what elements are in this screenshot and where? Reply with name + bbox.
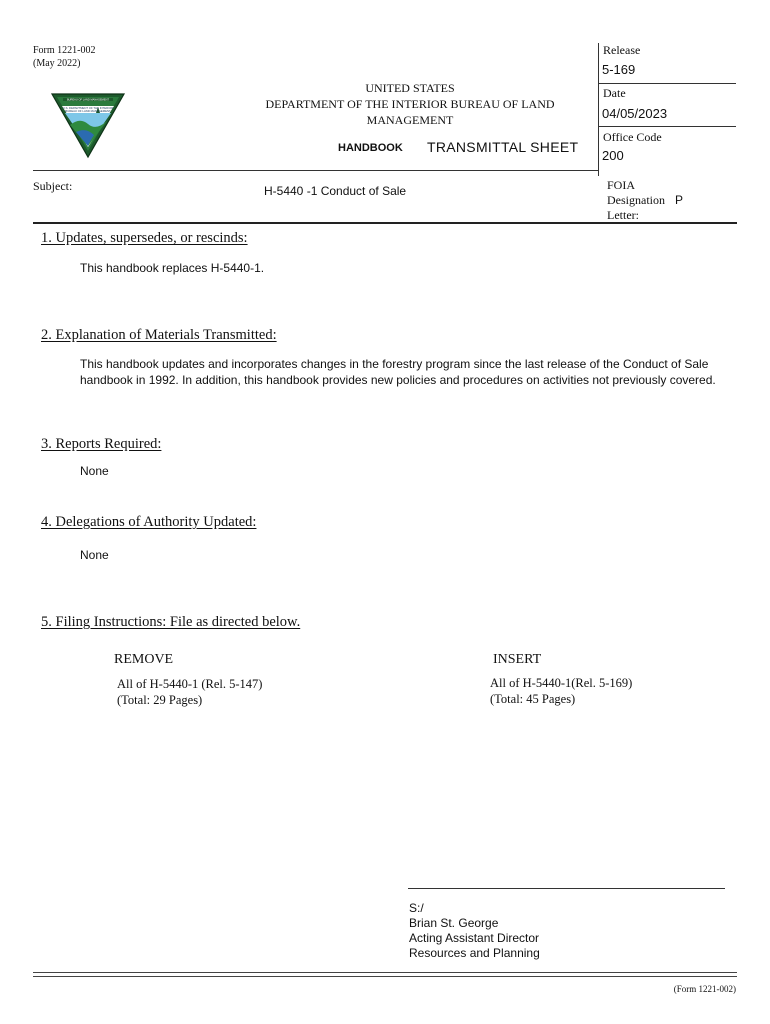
logo-top-text: BUREAU OF LAND MANAGEMENT [66,98,110,102]
subject-value: H-5440 -1 Conduct of Sale [264,184,407,198]
insert-heading: INSERT [493,652,542,667]
section-3-title [41,436,161,453]
section-4-body: None [80,548,109,562]
section-2-title-text: 2. Explanation of Materials Transmitted: [41,327,277,343]
office-code-value-text: 200 [602,148,624,163]
signer-name: Brian St. George [409,916,499,930]
form-number-line: Form 1221-002 [33,45,96,56]
section-1-title-text: 1. Updates, supersedes, or rescinds: [41,230,248,246]
footer-rule-bottom [33,976,737,977]
footer-rule-top [33,972,737,973]
footer-form-number: (Form 1221-002) [673,984,736,994]
insert-details [490,675,632,707]
foia-line-3: Letter: [607,208,639,222]
date-value [599,106,736,121]
signature-mark: S:/ [409,901,424,915]
section-3-title-text: 3. Reports Required: [41,436,162,452]
agency-header [250,80,570,128]
remove-line-1: All of H-5440-1 (Rel. 5-147) [117,677,263,691]
date-label-text: Date [603,86,626,100]
release-value [599,62,736,77]
insert-line-1: All of H-5440-1(Rel. 5-169) [490,676,633,690]
section-3-body: None [80,464,109,478]
subject-label: Subject: [33,179,73,193]
signer-title: Acting Assistant Director [409,931,540,945]
date-value-text: 04/05/2023 [602,106,668,121]
section-4-title [41,514,256,531]
logo-line-1: U.S. DEPARTMENT OF THE INTERIOR [62,106,114,110]
section-5-title-text: 5. Filing Instructions: File as directed below. [41,614,301,630]
office-code-value [599,148,736,163]
form-number [33,44,96,70]
foia-value: P [675,193,684,207]
blm-logo [50,91,126,159]
signature-block [409,901,540,960]
section-4-title-text: 4. Delegations of Authority Updated: [41,514,257,530]
release-label [599,43,736,58]
remove-line-2: (Total: 29 Pages) [117,693,203,707]
header-bottom-rule [33,170,599,171]
release-label-text: Release [603,43,641,57]
agency-line-1: UNITED STATES [365,81,455,95]
handbook-label: HANDBOOK [338,142,403,154]
transmittal-sheet-title: TRANSMITTAL SHEET [427,139,579,155]
section-1-body: This handbook replaces H-5440-1. [80,261,265,275]
section-5-title [41,614,300,631]
section-1-title [41,230,248,247]
form-date-line: (May 2022) [33,58,81,69]
logo-line-2: BUREAU OF LAND MANAGEMENT [65,109,111,113]
section-2-body: This handbook updates and incorporates changes in the forestry program since the last release of the Conduct of Sale handbook in 1992. In addition, this handbook provides new policies and procedures on activities not previously covered. [80,357,716,387]
release-divider [599,83,736,84]
insert-line-2: (Total: 45 Pages) [490,692,576,706]
agency-line-3: MANAGEMENT [366,113,454,127]
remove-heading: REMOVE [114,652,174,667]
signer-office: Resources and Planning [409,946,540,960]
release-value-text: 5-169 [602,62,636,77]
foia-line-2: Designation [607,193,665,207]
office-code-label [599,130,736,145]
office-code-label-text: Office Code [603,130,662,144]
subject-bottom-rule [33,222,737,224]
section-2-title [41,327,277,344]
agency-line-2: DEPARTMENT OF THE INTERIOR BUREAU OF LAND [265,97,555,111]
signature-rule [408,888,725,889]
remove-details [117,676,262,708]
foia-designation [607,178,665,223]
foia-line-1: FOIA [607,178,636,192]
date-divider [599,126,736,127]
date-label [599,86,736,101]
